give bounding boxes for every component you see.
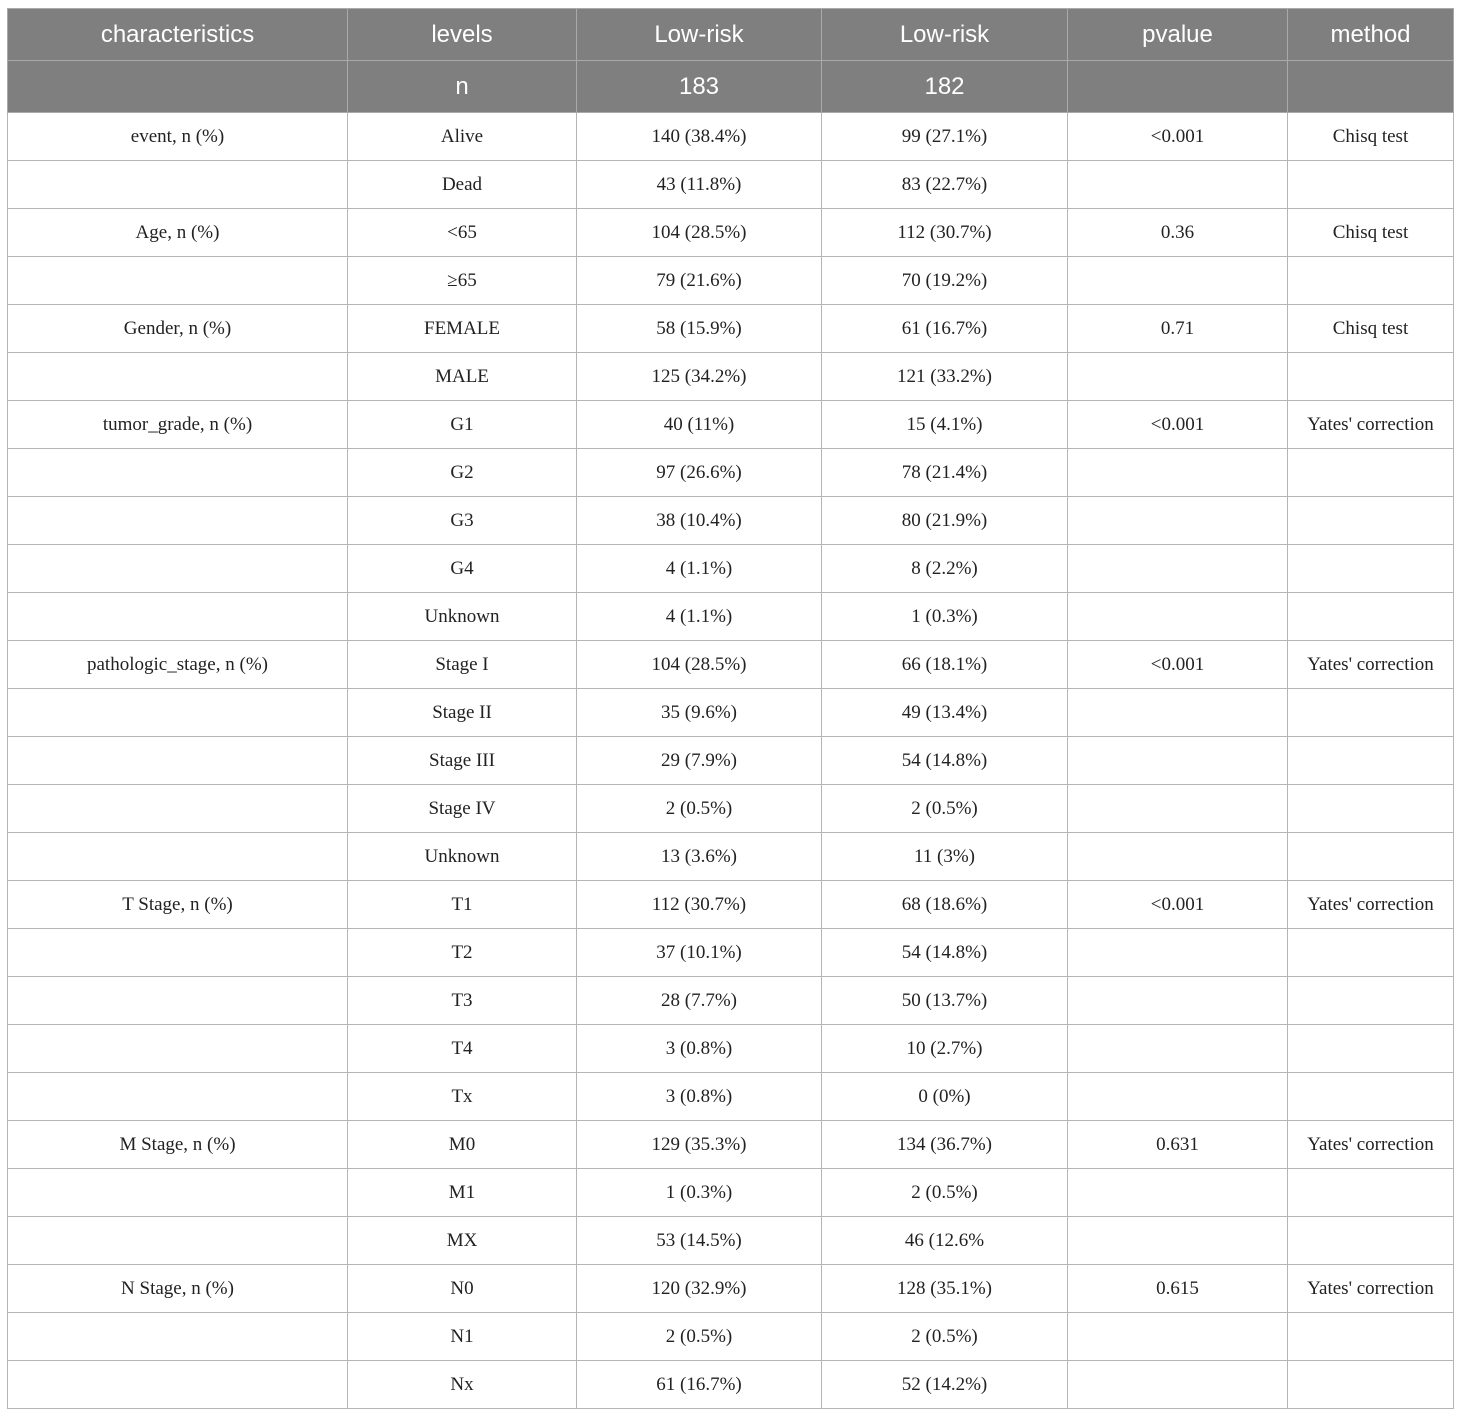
table-row [8,785,1454,833]
table-row [8,1217,1454,1265]
table-row [8,1169,1454,1217]
cell-low-risk-1: 40 (11%) [577,401,822,449]
cell-pvalue [1068,977,1288,1025]
table-row [8,1073,1454,1121]
table-row [8,1025,1454,1073]
cell-characteristic [8,977,348,1025]
cell-level: G1 [348,401,577,449]
cell-low-risk-1: 2 (0.5%) [577,1313,822,1361]
cell-pvalue [1068,689,1288,737]
cell-low-risk-2: 80 (21.9%) [822,497,1068,545]
cell-method [1288,161,1454,209]
cell-level: MALE [348,353,577,401]
cell-low-risk-1: 129 (35.3%) [577,1121,822,1169]
cell-pvalue [1068,1361,1288,1409]
cell-method [1288,1217,1454,1265]
cell-method [1288,497,1454,545]
cell-level: Stage IV [348,785,577,833]
cell-pvalue [1068,1073,1288,1121]
cell-low-risk-2: 99 (27.1%) [822,113,1068,161]
cell-characteristic [8,929,348,977]
table-row [8,257,1454,305]
cell-pvalue: <0.001 [1068,881,1288,929]
cell-low-risk-2: 0 (0%) [822,1073,1068,1121]
cell-method [1288,545,1454,593]
cell-pvalue [1068,1025,1288,1073]
cell-method: Yates' correction [1288,881,1454,929]
header-low-risk-2: Low-risk [822,9,1068,61]
cell-pvalue [1068,593,1288,641]
cell-low-risk-1: 1 (0.3%) [577,1169,822,1217]
cell-characteristic: T Stage, n (%) [8,881,348,929]
table-row [8,833,1454,881]
cell-pvalue: 0.615 [1068,1265,1288,1313]
cell-method: Yates' correction [1288,641,1454,689]
table-row [8,401,1454,449]
cell-method: Yates' correction [1288,1121,1454,1169]
table-header [8,9,1454,113]
cell-low-risk-1: 79 (21.6%) [577,257,822,305]
cell-pvalue: 0.36 [1068,209,1288,257]
subheader-cell [1288,61,1454,113]
cell-low-risk-1: 28 (7.7%) [577,977,822,1025]
cell-level: M1 [348,1169,577,1217]
cell-pvalue [1068,1313,1288,1361]
cell-low-risk-1: 3 (0.8%) [577,1073,822,1121]
cell-method [1288,929,1454,977]
cell-low-risk-1: 140 (38.4%) [577,113,822,161]
cell-method: Yates' correction [1288,401,1454,449]
header-row [8,9,1454,61]
cell-low-risk-2: 66 (18.1%) [822,641,1068,689]
cell-method [1288,1025,1454,1073]
table-row [8,641,1454,689]
cell-low-risk-2: 61 (16.7%) [822,305,1068,353]
table-row [8,689,1454,737]
cell-low-risk-2: 2 (0.5%) [822,785,1068,833]
cell-characteristic: N Stage, n (%) [8,1265,348,1313]
cell-pvalue: 0.71 [1068,305,1288,353]
cell-low-risk-2: 15 (4.1%) [822,401,1068,449]
cell-low-risk-1: 97 (26.6%) [577,449,822,497]
cell-low-risk-2: 49 (13.4%) [822,689,1068,737]
cell-method [1288,1073,1454,1121]
cell-pvalue [1068,737,1288,785]
cell-level: T3 [348,977,577,1025]
cell-level: ≥65 [348,257,577,305]
table-row [8,209,1454,257]
cell-low-risk-1: 112 (30.7%) [577,881,822,929]
table-row [8,977,1454,1025]
cell-characteristic [8,1361,348,1409]
cell-low-risk-1: 35 (9.6%) [577,689,822,737]
cell-method [1288,449,1454,497]
subheader-n-label: n [348,61,577,113]
cell-pvalue [1068,353,1288,401]
cell-characteristic [8,1217,348,1265]
cell-characteristic: pathologic_stage, n (%) [8,641,348,689]
cell-method [1288,257,1454,305]
cell-level: T2 [348,929,577,977]
cell-low-risk-2: 83 (22.7%) [822,161,1068,209]
cell-pvalue [1068,449,1288,497]
header-characteristics: characteristics [8,9,348,61]
cell-level: Alive [348,113,577,161]
cell-level: <65 [348,209,577,257]
cell-low-risk-2: 46 (12.6% [822,1217,1068,1265]
cell-level: G2 [348,449,577,497]
cell-pvalue [1068,1169,1288,1217]
cell-level: T4 [348,1025,577,1073]
cell-low-risk-1: 104 (28.5%) [577,209,822,257]
cell-low-risk-2: 50 (13.7%) [822,977,1068,1025]
cell-pvalue [1068,257,1288,305]
cell-method [1288,1361,1454,1409]
cell-low-risk-2: 68 (18.6%) [822,881,1068,929]
cell-low-risk-1: 43 (11.8%) [577,161,822,209]
cell-pvalue: <0.001 [1068,401,1288,449]
cell-low-risk-2: 78 (21.4%) [822,449,1068,497]
cell-low-risk-2: 11 (3%) [822,833,1068,881]
subheader-cell [8,61,348,113]
table-row [8,545,1454,593]
cell-level: Nx [348,1361,577,1409]
cell-low-risk-1: 61 (16.7%) [577,1361,822,1409]
table-row [8,497,1454,545]
cell-low-risk-1: 37 (10.1%) [577,929,822,977]
cell-method [1288,737,1454,785]
cell-pvalue [1068,545,1288,593]
cell-low-risk-2: 112 (30.7%) [822,209,1068,257]
cell-method: Chisq test [1288,209,1454,257]
cell-level: T1 [348,881,577,929]
cell-low-risk-2: 2 (0.5%) [822,1169,1068,1217]
cell-level: Stage II [348,689,577,737]
cell-characteristic [8,593,348,641]
table-row [8,737,1454,785]
cell-pvalue [1068,785,1288,833]
cell-low-risk-1: 125 (34.2%) [577,353,822,401]
cell-pvalue [1068,497,1288,545]
cell-method: Chisq test [1288,113,1454,161]
cell-characteristic [8,785,348,833]
cell-level: N1 [348,1313,577,1361]
cell-level: M0 [348,1121,577,1169]
table-row [8,593,1454,641]
cell-method [1288,689,1454,737]
table-row [8,1361,1454,1409]
cell-characteristic: event, n (%) [8,113,348,161]
cell-low-risk-2: 8 (2.2%) [822,545,1068,593]
cell-low-risk-2: 134 (36.7%) [822,1121,1068,1169]
cell-low-risk-2: 128 (35.1%) [822,1265,1068,1313]
table-row [8,1265,1454,1313]
cell-characteristic [8,497,348,545]
cell-characteristic [8,1025,348,1073]
cell-low-risk-1: 120 (32.9%) [577,1265,822,1313]
cell-method [1288,977,1454,1025]
cell-level: MX [348,1217,577,1265]
cell-low-risk-2: 121 (33.2%) [822,353,1068,401]
cell-method [1288,353,1454,401]
cell-level: FEMALE [348,305,577,353]
cell-low-risk-1: 2 (0.5%) [577,785,822,833]
cell-method: Yates' correction [1288,1265,1454,1313]
cell-pvalue [1068,1217,1288,1265]
cell-level: Stage III [348,737,577,785]
cell-characteristic [8,1313,348,1361]
cell-characteristic [8,689,348,737]
table-body [8,113,1454,1409]
cell-low-risk-1: 4 (1.1%) [577,545,822,593]
cell-characteristic: Age, n (%) [8,209,348,257]
cell-pvalue [1068,929,1288,977]
subheader-cell [1068,61,1288,113]
table-row [8,1121,1454,1169]
cell-low-risk-2: 54 (14.8%) [822,929,1068,977]
cell-level: Dead [348,161,577,209]
cell-characteristic [8,1169,348,1217]
cell-pvalue: 0.631 [1068,1121,1288,1169]
cell-low-risk-2: 1 (0.3%) [822,593,1068,641]
cell-low-risk-1: 13 (3.6%) [577,833,822,881]
cell-characteristic [8,449,348,497]
cell-method [1288,833,1454,881]
cell-pvalue: <0.001 [1068,113,1288,161]
cell-low-risk-1: 58 (15.9%) [577,305,822,353]
cell-characteristic [8,353,348,401]
cell-low-risk-1: 4 (1.1%) [577,593,822,641]
cell-characteristic: Gender, n (%) [8,305,348,353]
table-row [8,929,1454,977]
clinical-characteristics-table [7,8,1454,1409]
cell-characteristic: M Stage, n (%) [8,1121,348,1169]
cell-characteristic [8,257,348,305]
cell-low-risk-1: 53 (14.5%) [577,1217,822,1265]
header-method: method [1288,9,1454,61]
cell-low-risk-1: 3 (0.8%) [577,1025,822,1073]
cell-method [1288,593,1454,641]
header-levels: levels [348,9,577,61]
cell-method [1288,1313,1454,1361]
cell-level: Unknown [348,833,577,881]
cell-level: Unknown [348,593,577,641]
table-row [8,353,1454,401]
cell-pvalue [1068,161,1288,209]
cell-pvalue: <0.001 [1068,641,1288,689]
table-row [8,449,1454,497]
subheader-n-low-risk-2: 182 [822,61,1068,113]
cell-characteristic [8,545,348,593]
subheader-row [8,61,1454,113]
cell-method [1288,785,1454,833]
subheader-n-low-risk-1: 183 [577,61,822,113]
cell-low-risk-2: 70 (19.2%) [822,257,1068,305]
table-row [8,161,1454,209]
cell-pvalue [1068,833,1288,881]
cell-low-risk-2: 10 (2.7%) [822,1025,1068,1073]
cell-low-risk-2: 54 (14.8%) [822,737,1068,785]
header-pvalue: pvalue [1068,9,1288,61]
cell-level: Stage I [348,641,577,689]
cell-characteristic: tumor_grade, n (%) [8,401,348,449]
table-row [8,113,1454,161]
cell-low-risk-1: 29 (7.9%) [577,737,822,785]
cell-low-risk-1: 104 (28.5%) [577,641,822,689]
cell-characteristic [8,161,348,209]
cell-level: N0 [348,1265,577,1313]
cell-method [1288,1169,1454,1217]
table-row [8,881,1454,929]
cell-method: Chisq test [1288,305,1454,353]
cell-characteristic [8,1073,348,1121]
cell-level: Tx [348,1073,577,1121]
cell-characteristic [8,737,348,785]
cell-low-risk-2: 2 (0.5%) [822,1313,1068,1361]
cell-level: G4 [348,545,577,593]
cell-characteristic [8,833,348,881]
table-row [8,1313,1454,1361]
cell-low-risk-2: 52 (14.2%) [822,1361,1068,1409]
cell-low-risk-1: 38 (10.4%) [577,497,822,545]
header-low-risk-1: Low-risk [577,9,822,61]
table-row [8,305,1454,353]
cell-level: G3 [348,497,577,545]
